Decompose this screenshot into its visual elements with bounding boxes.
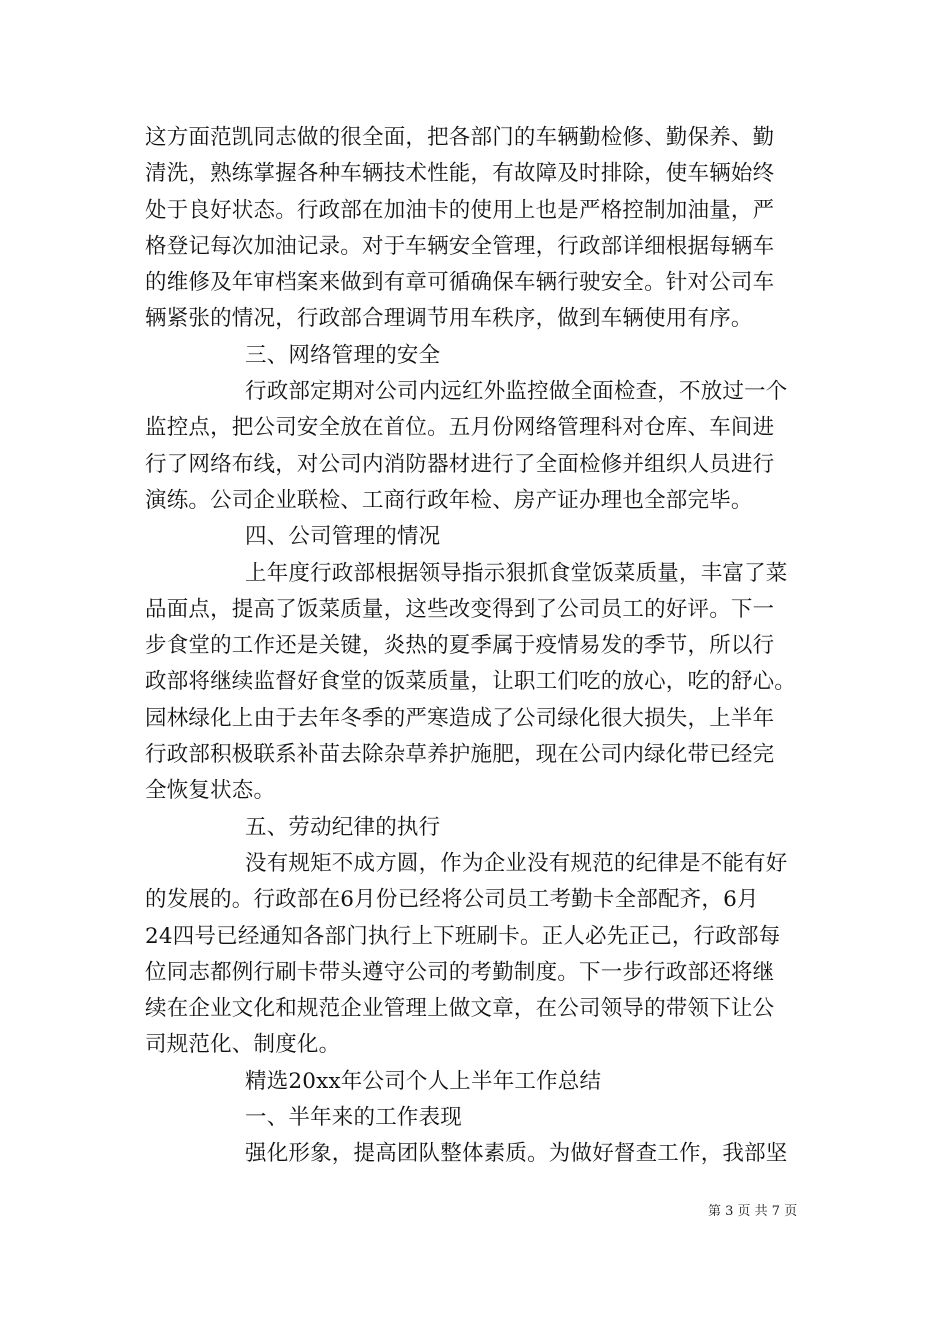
body-line: 行政部积极联系补苗去除杂草养护施肥，现在公司内绿化带已经完 <box>145 742 775 768</box>
body-line: 的维修及年审档案来做到有章可循确保车辆行驶安全。针对公司车 <box>145 270 775 296</box>
body-line: 园林绿化上由于去年冬季的严寒造成了公司绿化很大损失，上半年 <box>145 705 775 731</box>
body-line: 监控点，把公司安全放在首位。五月份网络管理科对仓库、车间进 <box>145 415 775 441</box>
body-line: 政部将继续监督好食堂的饭菜质量，让职工们吃的放心，吃的舒心。 <box>145 669 797 695</box>
paragraph-start: 没有规矩不成方圆，作为企业没有规范的纪律是不能有好 <box>245 850 788 876</box>
document-body <box>145 120 815 1173</box>
body-line: 处于良好状态。行政部在加油卡的使用上也是严格控制加油量，严 <box>145 197 775 223</box>
body-line: 演练。公司企业联检、工商行政年检、房产证办理也全部完毕。 <box>145 487 753 513</box>
section-heading-3: 三、网络管理的安全 <box>245 342 441 368</box>
section-heading-1: 一、半年来的工作表现 <box>245 1105 463 1131</box>
body-line: 24四号已经通知各部门执行上下班刷卡。正人必先正己，行政部每 <box>145 923 781 949</box>
body-line: 的发展的。行政部在6月份已经将公司员工考勤卡全部配齐，6月 <box>145 887 759 913</box>
paragraph-start: 上年度行政部根据领导指示狠抓食堂饭菜质量，丰富了菜 <box>245 560 788 586</box>
body-line: 格登记每次加油记录。对于车辆安全管理，行政部详细根据每辆车 <box>145 233 775 259</box>
body-line: 步食堂的工作还是关键，炎热的夏季属于疫情易发的季节，所以行 <box>145 633 775 659</box>
article-title: 精选20xx年公司个人上半年工作总结 <box>245 1068 602 1094</box>
body-line: 司规范化、制度化。 <box>145 1032 341 1058</box>
body-line: 行了网络布线，对公司内消防器材进行了全面检修并组织人员进行 <box>145 451 775 477</box>
body-line: 辆紧张的情况，行政部合理调节用车秩序，做到车辆使用有序。 <box>145 306 753 332</box>
body-line: 全恢复状态。 <box>145 778 276 804</box>
body-line: 清洗，熟练掌握各种车辆技术性能，有故障及时排除，使车辆始终 <box>145 161 775 187</box>
page-number-footer: 第 3 页 共 7 页 <box>708 1204 798 1219</box>
body-line: 位同志都例行刷卡带头遵守公司的考勤制度。下一步行政部还将继 <box>145 959 775 985</box>
section-heading-4: 四、公司管理的情况 <box>245 524 441 550</box>
body-line: 这方面范凯同志做的很全面，把各部门的车辆勤检修、勤保养、勤 <box>145 125 775 150</box>
body-line: 品面点，提高了饭菜质量，这些改变得到了公司员工的好评。下一 <box>145 596 775 622</box>
body-line: 续在企业文化和规范企业管理上做文章，在公司领导的带领下让公 <box>145 996 775 1022</box>
section-heading-5: 五、劳动纪律的执行 <box>245 814 441 840</box>
paragraph-start: 行政部定期对公司内远红外监控做全面检查，不放过一个 <box>245 379 788 405</box>
paragraph-start: 强化形象，提高团队整体素质。为做好督查工作，我部坚 <box>245 1141 788 1167</box>
